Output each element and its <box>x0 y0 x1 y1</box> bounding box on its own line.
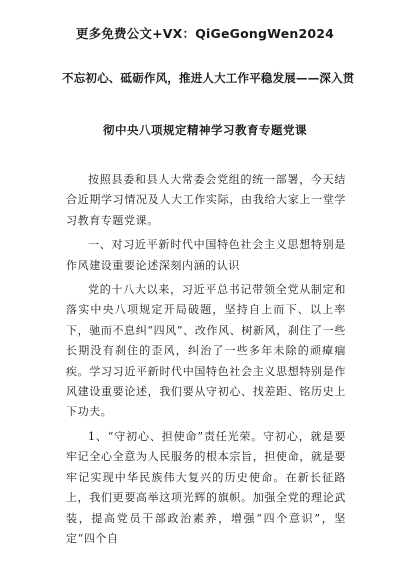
paragraph-point-1: 1、“守初心、担使命”责任光荣。守初心，就是要牢记全心全意为人民服务的根本宗旨，担使命，就是要牢记实现中华民族伟大复兴的历史使命。在新长征路上，我们更要高举这项光辉的旗帜。加强全党的理论武装，提高党员干部政治素养，增强“四个意识”，坚定“四个自 <box>66 429 346 545</box>
document-title-line-2: 彻中央八项规定精神学习教育专题党课 <box>103 123 307 137</box>
promo-header: 更多免费公文+VX：QiGeGongWen2024 <box>75 26 335 41</box>
document-title-line-1: 不忘初心、砥砺作风，推进人大工作平稳发展——深入贯 <box>62 71 355 85</box>
paragraph-body: 党的十八大以来，习近平总书记带领全党从制定和落实中央八项规定开局破题，坚持自上而下、以上率下，驰而不息纠“四风”、改作风、树新风，刹住了一些长期没有刹住的歪风，纠治了一些多年未除的顽瘴痼疾。学习习近平新时代中国特色社会主义思想特别是作风建设重要论述，我们要从守初心、找差距、铭历史上下功夫。 <box>66 283 346 419</box>
document-body <box>66 170 346 549</box>
paragraph-intro: 按照县委和县人大常委会党组的统一部署，今天结合近期学习情况及人大工作实际，由我给大家上一堂学习教育专题党课。 <box>66 173 346 227</box>
section-heading: 一、对习近平新时代中国特色社会主义思想特别是作风建设重要论述深刻内涵的认识 <box>66 238 346 272</box>
